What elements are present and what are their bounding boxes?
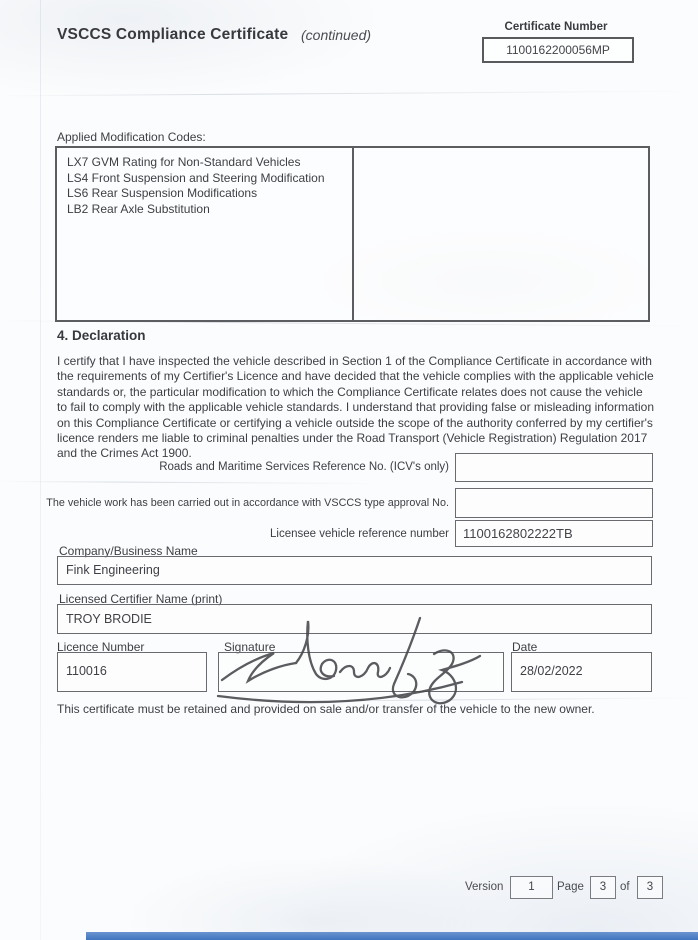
rms-reference-box [455, 453, 653, 482]
modification-codes-list [67, 155, 325, 217]
type-approval-value [456, 496, 463, 510]
rms-reference-label: Roads and Maritime Services Reference No. (ICV's only) [159, 461, 449, 473]
modification-code-item: LS4 Front Suspension and Steering Modification [67, 170, 325, 185]
page-number-box: 3 [590, 876, 616, 899]
signature-label: Signature [224, 640, 276, 654]
licensee-reference-value: 1100162802222TB [463, 526, 573, 541]
certifier-name-value: TROY BRODIE [66, 612, 152, 626]
modification-codes-table [55, 146, 650, 322]
of-label: of [620, 881, 630, 893]
scan-crease [40, 0, 41, 940]
scan-bottom-edge [86, 932, 698, 940]
certificate-number-box: 1100162200056MP [482, 37, 634, 63]
declaration-text: I certify that I have inspected the vehicle described in Section 1 of the Compliance Certificate in accordance with the requirements of my Certifier's Licence and have decided that the vehicle complies with the applicable vehicle standards or, the particular modification to which the Compliance Certificate relates does not cause the vehicle to fail to comply with the applicable vehicle standards. I understand that providing false or misleading information on this Compliance Certificate or certifying a vehicle outside the scope of the authority conferred by my certifier's licence renders me liable to criminal penalties under the Road Transport (Vehicle Registration) Regulation 2017 and the Crimes Act 1900. [57, 354, 654, 461]
licence-number-value: 110016 [66, 664, 107, 678]
retention-note: This certificate must be retained and provided on sale and/or transfer of the vehicle to the new owner. [57, 702, 595, 716]
modification-code-item: LS6 Rear Suspension Modifications [67, 186, 258, 201]
total-pages-box: 3 [637, 876, 663, 899]
applied-modification-codes-label: Applied Modification Codes: [57, 130, 206, 144]
declaration-heading: 4. Declaration [57, 328, 146, 343]
version-label: Version [465, 881, 504, 893]
licence-number-box [57, 652, 207, 692]
certifier-name-box [57, 604, 652, 634]
licensee-reference-box [455, 520, 653, 547]
licensee-reference-label: Licensee vehicle reference number [270, 528, 449, 540]
date-box [511, 652, 652, 692]
page-title: VSCCS Compliance Certificate [57, 26, 289, 43]
signature-box [218, 652, 504, 692]
version-box: 1 [510, 876, 553, 899]
rms-reference-value [456, 460, 463, 474]
type-approval-box [455, 488, 653, 518]
scan-crease [0, 481, 380, 484]
company-name-box [57, 556, 652, 585]
date-label: Date [512, 640, 538, 654]
company-name-label: Company/Business Name [59, 544, 198, 558]
table-column-divider [352, 148, 354, 320]
date-value: 28/02/2022 [520, 664, 583, 678]
certifier-name-label: Licensed Certifier Name (print) [59, 592, 223, 606]
modification-code-item: LX7 GVM Rating for Non-Standard Vehicles [67, 155, 301, 169]
company-name-value: Fink Engineering [66, 563, 160, 577]
scan-crease [0, 91, 698, 97]
title-continued-note: (continued) [301, 27, 372, 43]
certificate-number-label: Certificate Number [504, 21, 608, 33]
modification-code-item: LB2 Rear Axle Substitution [67, 201, 210, 216]
type-approval-label: The vehicle work has been carried out in accordance with VSCCS type approval No. [46, 497, 449, 509]
page-label: Page [557, 881, 584, 893]
licence-number-label: Licence Number [57, 640, 145, 654]
